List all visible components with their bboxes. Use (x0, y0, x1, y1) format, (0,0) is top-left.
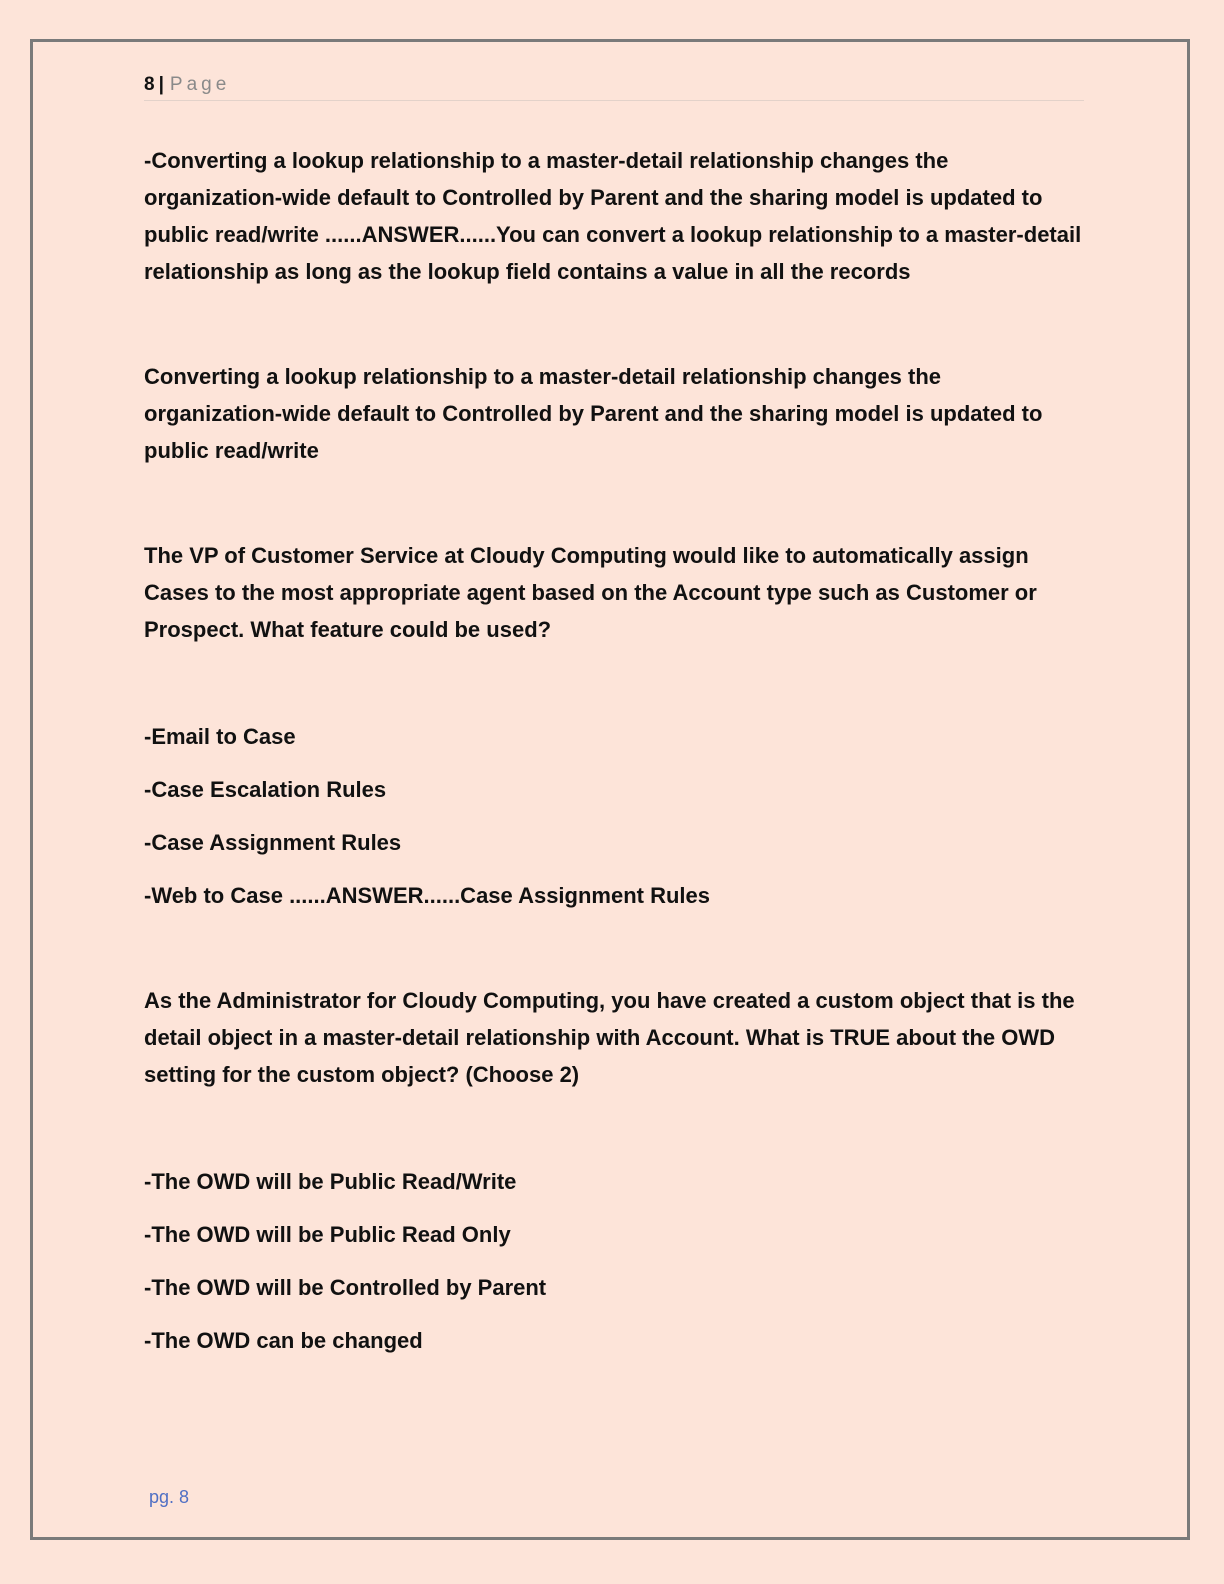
page-header (144, 72, 1084, 101)
document-body (144, 142, 1084, 1375)
option-case-assignment-rules: -Case Assignment Rules (144, 830, 402, 855)
option-owd-public-read-only: -The OWD will be Public Read Only (144, 1222, 511, 1247)
header-page-number: 8 (144, 74, 155, 95)
page-footer: pg. 8 (149, 1487, 190, 1507)
option-owd-controlled-by-parent: -The OWD will be Controlled by Parent (144, 1275, 547, 1300)
header-separator: | (158, 74, 164, 95)
option-web-to-case-answer: -Web to Case ......ANSWER......Case Assignment Rules (144, 883, 711, 908)
option-owd-public-read-write: -The OWD will be Public Read/Write (144, 1169, 517, 1194)
paragraph-lookup-conversion: Converting a lookup relationship to a master-detail relationship changes the organization-wide default to Controlled by Parent and the sharing model is updated to public read/write (144, 364, 1043, 463)
question-case-assignment: The VP of Customer Service at Cloudy Computing would like to automatically assign Cases to the most appropriate agent based on the Account type such as Customer or Prospect. What feature could be used? (144, 543, 1037, 642)
option-owd-can-be-changed: -The OWD can be changed (144, 1328, 423, 1353)
option-case-escalation-rules: -Case Escalation Rules (144, 777, 387, 802)
header-page-word: Page (169, 74, 231, 95)
paragraph-lookup-conversion-answer: -Converting a lookup relationship to a master-detail relationship changes the organization-wide default to Controlled by Parent and the sharing model is updated to public read/write ......ANSWER......You can convert a lookup relationship to a master-detail relationship as long as the lookup field contains a value in all the records (144, 148, 1082, 284)
option-email-to-case: -Email to Case (144, 724, 296, 749)
question-owd-setting: As the Administrator for Cloudy Computing, you have created a custom object that is the detail object in a master-detail relationship with Account. What is TRUE about the OWD setting for the custom object? (Choose 2) (144, 988, 1075, 1087)
